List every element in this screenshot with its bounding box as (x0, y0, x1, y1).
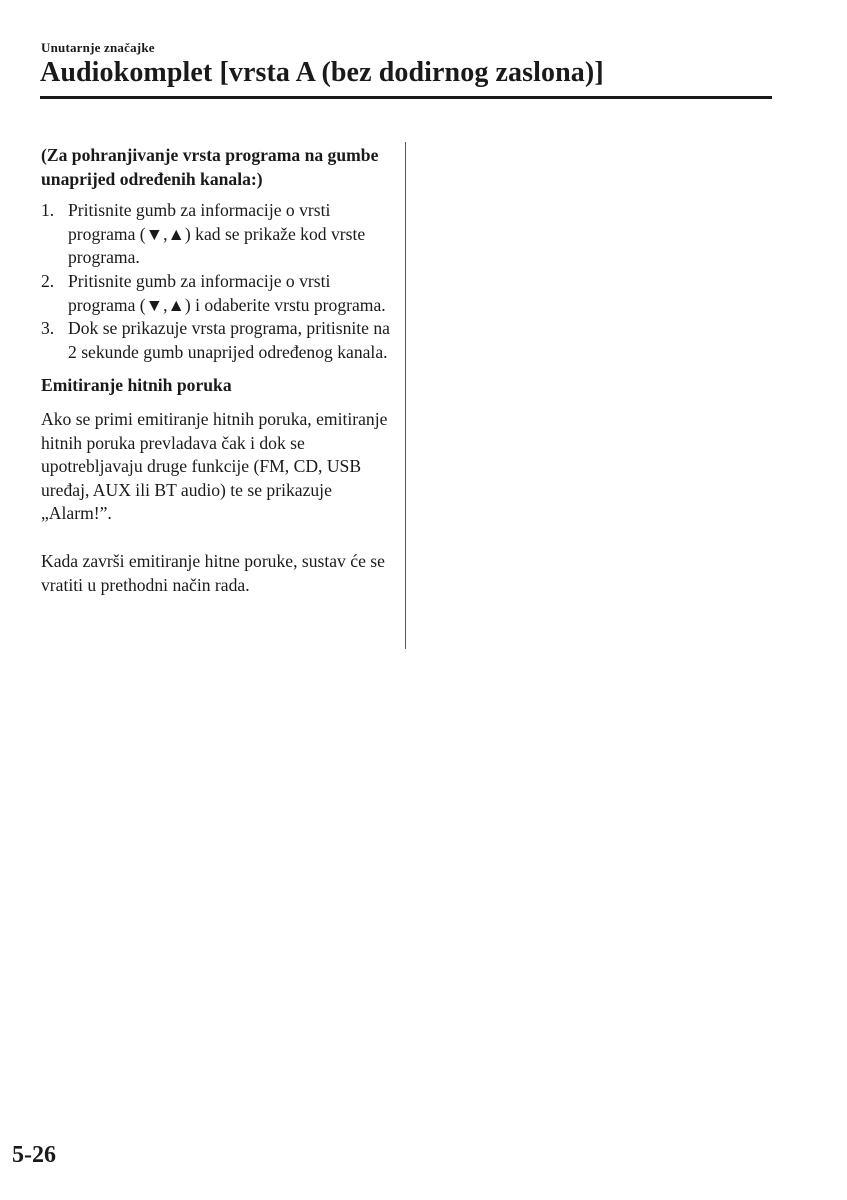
emergency-heading: Emitiranje hitnih poruka (41, 375, 232, 396)
preset-subheading: (Za pohranjivanje vrsta programa na gumbe unaprijed određenih kanala:) (41, 145, 379, 189)
step-number: 1. (41, 200, 55, 221)
step-text: Dok se prikazuje vrsta programa, pritisnite na 2 sekunde gumb unaprijed određenog kanala. (68, 318, 390, 362)
title-rule (40, 96, 772, 99)
column-divider (405, 142, 406, 649)
page-title: Audiokomplet [vrsta A (bez dodirnog zaslona)] (40, 57, 604, 88)
step-text: Pritisnite gumb za informacije o vrsti programa (▼,▲) kad se prikaže kod vrste programa. (68, 200, 366, 268)
section-label: Unutarnje značajke (41, 40, 155, 55)
step-text: Pritisnite gumb za informacije o vrsti programa (▼,▲) i odaberite vrstu programa. (68, 270, 386, 315)
step-item (41, 270, 391, 317)
step-item (41, 199, 391, 270)
step-number: 3. (41, 318, 55, 339)
steps-list (41, 199, 391, 364)
emergency-end-paragraph: Kada završi emitiranje hitne poruke, sustav će se vratiti u prethodni način rada. (41, 550, 385, 595)
page-number: 5-26 (12, 1142, 56, 1168)
step-number: 2. (41, 270, 55, 291)
step-item (41, 317, 391, 364)
left-column (41, 144, 391, 597)
emergency-paragraph: Ako se primi emitiranje hitnih poruka, emitiranje hitnih poruka prevladava čak i dok se upotrebljavaju druge funkcije (FM, CD, USB uređaj, AUX ili BT audio) te se prikazuje „Alarm!”. (41, 408, 388, 524)
